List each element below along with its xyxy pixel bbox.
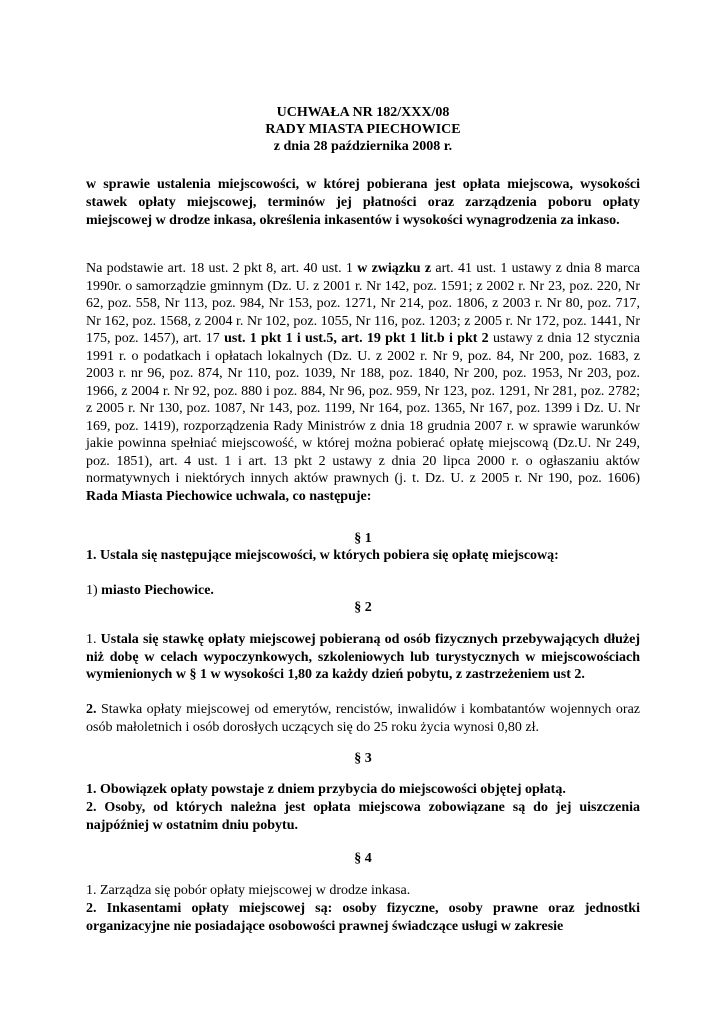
section-3-sign: § 3	[354, 751, 372, 766]
section-2-item-1	[86, 631, 640, 684]
section-2-item-1-num: 1.	[86, 632, 101, 647]
resolution-date: z dnia 28 października 2008 r.	[273, 139, 453, 154]
section-1-sub-text: miasto Piechowice.	[101, 583, 214, 598]
section-1-sub-item	[86, 582, 640, 600]
section-4-sign: § 4	[354, 851, 372, 866]
section-2-item-2-text: Stawka opłaty miejscowej od emerytów, rencistów, inwalidów i kombatantów wojennych oraz osób małoletnich i osób dorosłych uczących się do 25 roku życia wynosi 0,80 zł.	[86, 702, 640, 735]
section-4-item-1: 1. Zarządza się pobór opłaty miejscowej w drodze inkasa.	[86, 883, 411, 898]
section-2-sign: § 2	[354, 600, 372, 615]
section-1-sign: § 1	[354, 531, 372, 546]
council-name: RADY MIASTA PIECHOWICE	[265, 122, 461, 137]
section-3-item-2: 2. Osoby, od których należna jest opłata miejscowa zobowiązane są do jej uiszczenia najpóźniej w ostatnim dniu pobytu.	[86, 800, 640, 833]
legal-basis-part-3: ustawy z dnia 12 stycznia 1991 r. o podatkach i opłatach lokalnych (Dz. U. z 2002 r. Nr 9, poz. 84, Nr 200, poz. 1683, z 2003 r. nr 96, poz. 874, Nr 110, poz. 1039, Nr 188, poz. 1840, Nr 200, poz. 1953, Nr 203, poz. 1966, z 2004 r. Nr 92, poz. 880 i poz. 884, Nr 96, poz. 959, Nr 123, poz. 1291, Nr 281, poz. 2782; z 2005 r. Nr 130, poz. 1087, Nr 143, poz. 1199, Nr 164, poz. 1365, Nr 167, poz. 1399 i Dz. U. Nr 169, poz. 1419), rozporządzenia Rady Ministrów z dnia 18 grudnia 2007 r. w sprawie warunków jakie powinna spełniać miejscowość, w której można pobierać opłatę miejscową (Dz.U. Nr 249, poz. 1851), art. 4 ust. 1 i art. 13 pkt 2 ustawy z dnia 20 lipca 2000 r. o ogłaszaniu aktów normatywnych i niektórych innych aktów prawnych (j. t. Dz. U. z 2005 r. Nr 190, poz. 1606)	[86, 331, 640, 486]
section-2-item-1-text: Ustala się stawkę opłaty miejscowej pobieraną od osób fizycznych przebywających dłużej niż dobę w celach wypoczynkowych, szkoleniowych lub turystycznych w miejscowościach wymienionych w § 1 w wysokości 1,80 za każdy dzień pobytu, z zastrzeżeniem ust 2.	[86, 632, 641, 682]
legal-basis-part-2: art. 41 ust. 1 ustawy z dnia 8 marca 1990r. o samorządzie gminnym (Dz. U. z 2001 r. Nr 142, poz. 1591; z 2002 r. Nr 23, poz. 220, Nr 62, poz. 558, Nr 113, poz. 984, Nr 153, poz. 1271, Nr 214, poz. 1806, z 2003 r. Nr 80, poz. 717, Nr 162, poz. 1568, z 2004 r. Nr 102, poz. 1055, Nr 116, poz. 1203; z 2005 r. Nr 172, poz. 1441, Nr 175, poz. 1457), art. 17	[86, 261, 641, 346]
section-1-item-1	[86, 547, 640, 565]
section-2-item-2	[86, 701, 640, 736]
legal-basis-bold-3: Rada Miasta Piechowice uchwala, co następuje:	[86, 488, 372, 504]
legal-basis-part-1: Na podstawie art. 18 ust. 2 pkt 8, art. 40 ust. 1	[86, 261, 358, 276]
resolution-number: UCHWAŁA NR 182/XXX/08	[276, 105, 450, 120]
section-2-item-2-num: 2.	[86, 702, 97, 717]
legal-basis-bold-2: ust. 1 pkt 1 i ust.5, art. 19 pkt 1 lit.b i pkt 2	[224, 331, 489, 346]
section-3-item-1: 1. Obowiązek opłaty powstaje z dniem przybycia do miejscowości objętej opłatą.	[86, 782, 566, 797]
resolution-header	[86, 104, 640, 155]
legal-basis-bold-1: w związku z	[357, 261, 432, 276]
resolution-subject: w sprawie ustalenia miejscowości, w której pobierana jest opłata miejscowa, wysokości stawek opłaty miejscowej, terminów jej płatności oraz zarządzenia poboru opłaty miejscowej w drodze inkasa, określenia inkasentów i wysokości wynagrodzenia za inkaso.	[86, 177, 640, 228]
legal-basis	[86, 260, 640, 505]
section-1-item-1-text: 1. Ustala się następujące miejscowości, w których pobiera się opłatę miejscową:	[86, 548, 559, 563]
section-4-item-2: 2. Inkasentami opłaty miejscowej są: osoby fizyczne, osoby prawne oraz jednostki organizacyjne nie posiadające osobowości prawnej świadczące usługi w zakresie	[86, 901, 640, 934]
section-1-sub-num: 1)	[86, 583, 102, 598]
